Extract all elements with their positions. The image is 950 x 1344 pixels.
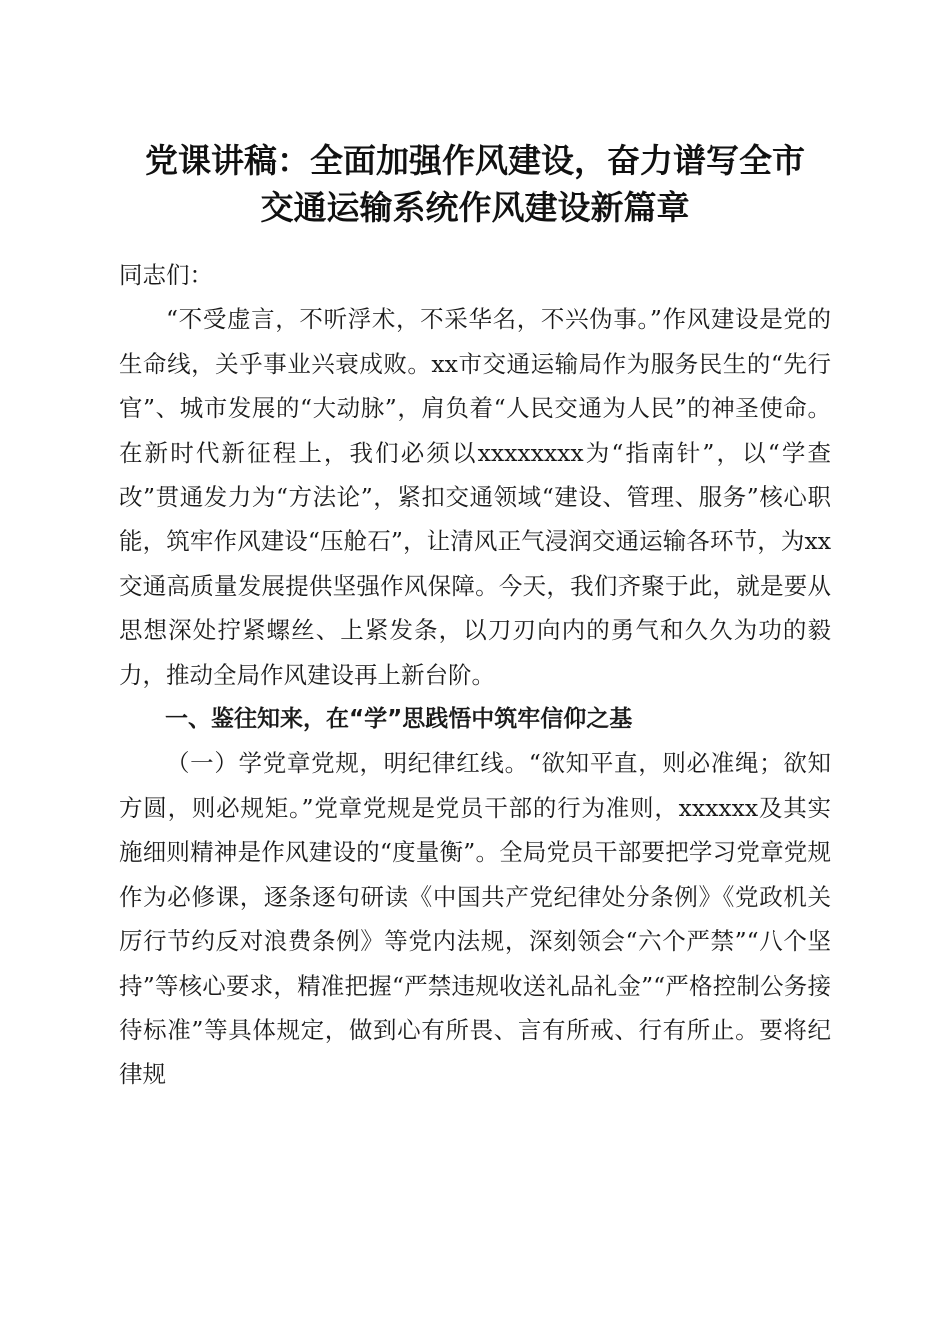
document-title-line-2: 交通运输系统作风建设新篇章	[260, 188, 690, 227]
document-body	[119, 253, 831, 1097]
intro-paragraph: “不受虚言，不听浮术，不采华名，不兴伪事。”作风建设是党的生命线，关乎事业兴衰成败。xx市交通运输局作为服务民生的“先行官”、城市发展的“大动脉”，肩负着“人民交通为人民”的神圣使命。在新时代新征程上，我们必须以xxxxxxxx为“指南针”，以“学查改”贯通发力为“方法论”，紧扣交通领域“建设、管理、服务”核心职能，筑牢作风建设“压舱石”，让清风正气浸润交通运输各环节，为xx交通高质量发展提供坚强作风保障。今天，我们齐聚于此，就是要从思想深处拧紧螺丝、上紧发条，以刀刃向内的勇气和久久为功的毅力，推动全局作风建设再上新台阶。	[119, 305, 831, 689]
section-heading: 一、鉴往知来，在“学”思践悟中筑牢信仰之基	[165, 706, 633, 733]
subsection-paragraph: （一）学党章党规，明纪律红线。“欲知平直，则必准绳；欲知方圆，则必规矩。”党章党规是党员干部的行为准则，xxxxxx及其实施细则精神是作风建设的“度量衡”。全局党员干部要把学习党章党规作为必修课，逐条逐句研读《中国共产党纪律处分条例》《党政机关厉行节约反对浪费条例》等党内法规，深刻领会“六个严禁”“八个坚持”等核心要求，精准把握“严禁违规收送礼品礼金”“严格控制公务接待标准”等具体规定，做到心有所畏、言有所戒、行有所止。要将纪律规	[119, 749, 831, 1089]
salutation: 同志们：	[119, 261, 213, 289]
document-title-line-1: 党课讲稿：全面加强作风建设，奋力谱写全市	[145, 141, 805, 180]
